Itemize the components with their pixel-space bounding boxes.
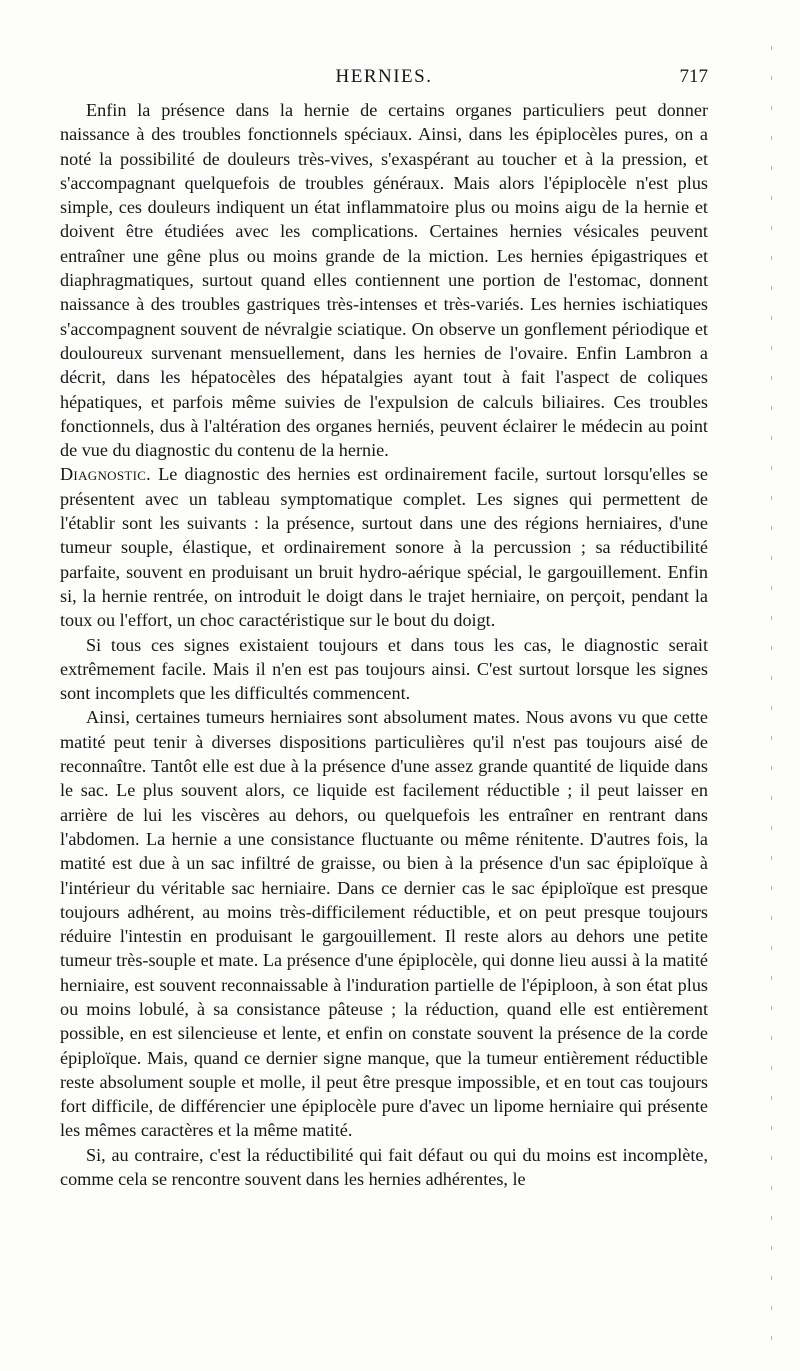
- paragraph-1: [60, 98, 708, 462]
- paragraph-diagnostic: [60, 462, 708, 632]
- page-header: [60, 66, 708, 98]
- paragraph-4-text: Ainsi, certaines tumeurs herniaires sont absolument mates. Nous avons vu que cette matité peut tenir à diverses dispositions particulières qu'il n'est pas toujours aisé de reconnaître. Tantôt elle est due à la présence d'une assez grande quantité de liquide dans le sac. Le plus souvent alors, ce liquide est facilement réductible ; il peut laisser en arrière de lui les viscères au dehors, ou quelquefois les entraîner en rentrant dans l'abdomen. La hernie a une consistance fluctuante ou même rénitente. D'autres fois, la matité est due à un sac infiltré de graisse, ou bien à la présence d'un sac épiploïque à l'intérieur du véritable sac herniaire. Dans ce dernier cas le sac épiploïque est presque toujours adhérent, au moins très-difficilement réductible, et on peut presque toujours réduire l'intestin en produisant le gargouillement. Il reste alors au dehors une petite tumeur très-souple et mate. La présence d'une épiplocèle, qui donne lieu aussi à la matité herniaire, est souvent reconnaissable à l'induration partielle de l'épiploon, à son état plus ou moins lobulé, à sa consistance pâteuse ; la réduction, quand elle est entièrement possible, en est silencieuse et lente, et enfin on constate souvent la présence de la corde épiploïque. Mais, quand ce dernier signe manque, que la tumeur entièrement réductible reste absolument souple et molle, il peut être presque impossible, et en tout cas toujours fort difficile, de différencier une épiplocèle pure d'avec un lipome herniaire qui présente les mêmes caractères et la même matité.: [60, 707, 708, 1141]
- page-number: 717: [679, 66, 708, 87]
- paragraph-diagnostic-text: Le diagnostic des hernies est ordinairement facile, surtout lorsqu'elles se présentent avec un tableau symptomatique complet. Les signes qui permettent de l'établir sont les suivants : la présence, surtout dans une des régions herniaires, d'une tumeur souple, élastique, et ordinairement sonore à la percussion ; sa réductibilité parfaite, souvent en produisant un bruit hydro-aérique spécial, le gargouillement. Enfin si, la hernie rentrée, on introduit le doigt dans le trajet herniaire, on perçoit, pendant la toux ou l'effort, un choc caractéristique sur le bout du doigt.: [60, 464, 709, 631]
- scan-edge-marks: [771, 20, 772, 1350]
- paragraph-4: [60, 705, 708, 1142]
- body-text: [60, 98, 708, 1191]
- running-title: HERNIES.: [335, 66, 433, 87]
- document-page: [60, 66, 708, 1191]
- paragraph-1-text: Enfin la présence dans la hernie de certains organes particuliers peut donner naissance à des troubles fonctionnels spéciaux. Ainsi, dans les épiplocèles pures, on a noté la possibilité de douleurs très-vives, s'exaspérant au toucher et à la pression, et s'accompagnant quelquefois de troubles généraux. Mais alors l'épiplocèle n'est plus simple, ces douleurs indiquent un état inflammatoire plus ou moins aigu de la hernie et doivent être étudiées avec les complications. Certaines hernies vésicales peuvent entraîner une gêne plus ou moins grande de la miction. Les hernies épigastriques et diaphragmatiques, surtout quand elles contiennent une portion de l'estomac, donnent naissance à des troubles gastriques très-intenses et très-variés. Les hernies ischiatiques s'accompagnent souvent de névralgie sciatique. On observe un gonflement périodique et douloureux survenant mensuellement, dans les hernies de l'ovaire. Enfin Lambron a décrit, dans les hépatocèles des hépatalgies ayant tout à fait l'aspect de coliques hépatiques, et parfois même suivies de l'expulsion de calculs biliaires. Ces troubles fonctionnels, dus à l'altération des organes herniés, peuvent éclairer le médecin au point de vue du diagnostic du contenu de la hernie.: [60, 100, 708, 461]
- section-heading-diagnostic: Diagnostic.: [60, 464, 152, 485]
- paragraph-5-text: Si, au contraire, c'est la réductibilité qui fait défaut ou qui du moins est incomplète, comme cela se rencontre souvent dans les hernies adhérentes, le: [60, 1144, 708, 1190]
- paragraph-5: [60, 1143, 708, 1192]
- paragraph-3: [60, 633, 708, 706]
- paragraph-3-text: Si tous ces signes existaient toujours et dans tous les cas, le diagnostic serait extrêmement facile. Mais il n'en est pas toujours ainsi. C'est surtout lorsque les signes sont incomplets que les difficultés commencent.: [60, 634, 708, 704]
